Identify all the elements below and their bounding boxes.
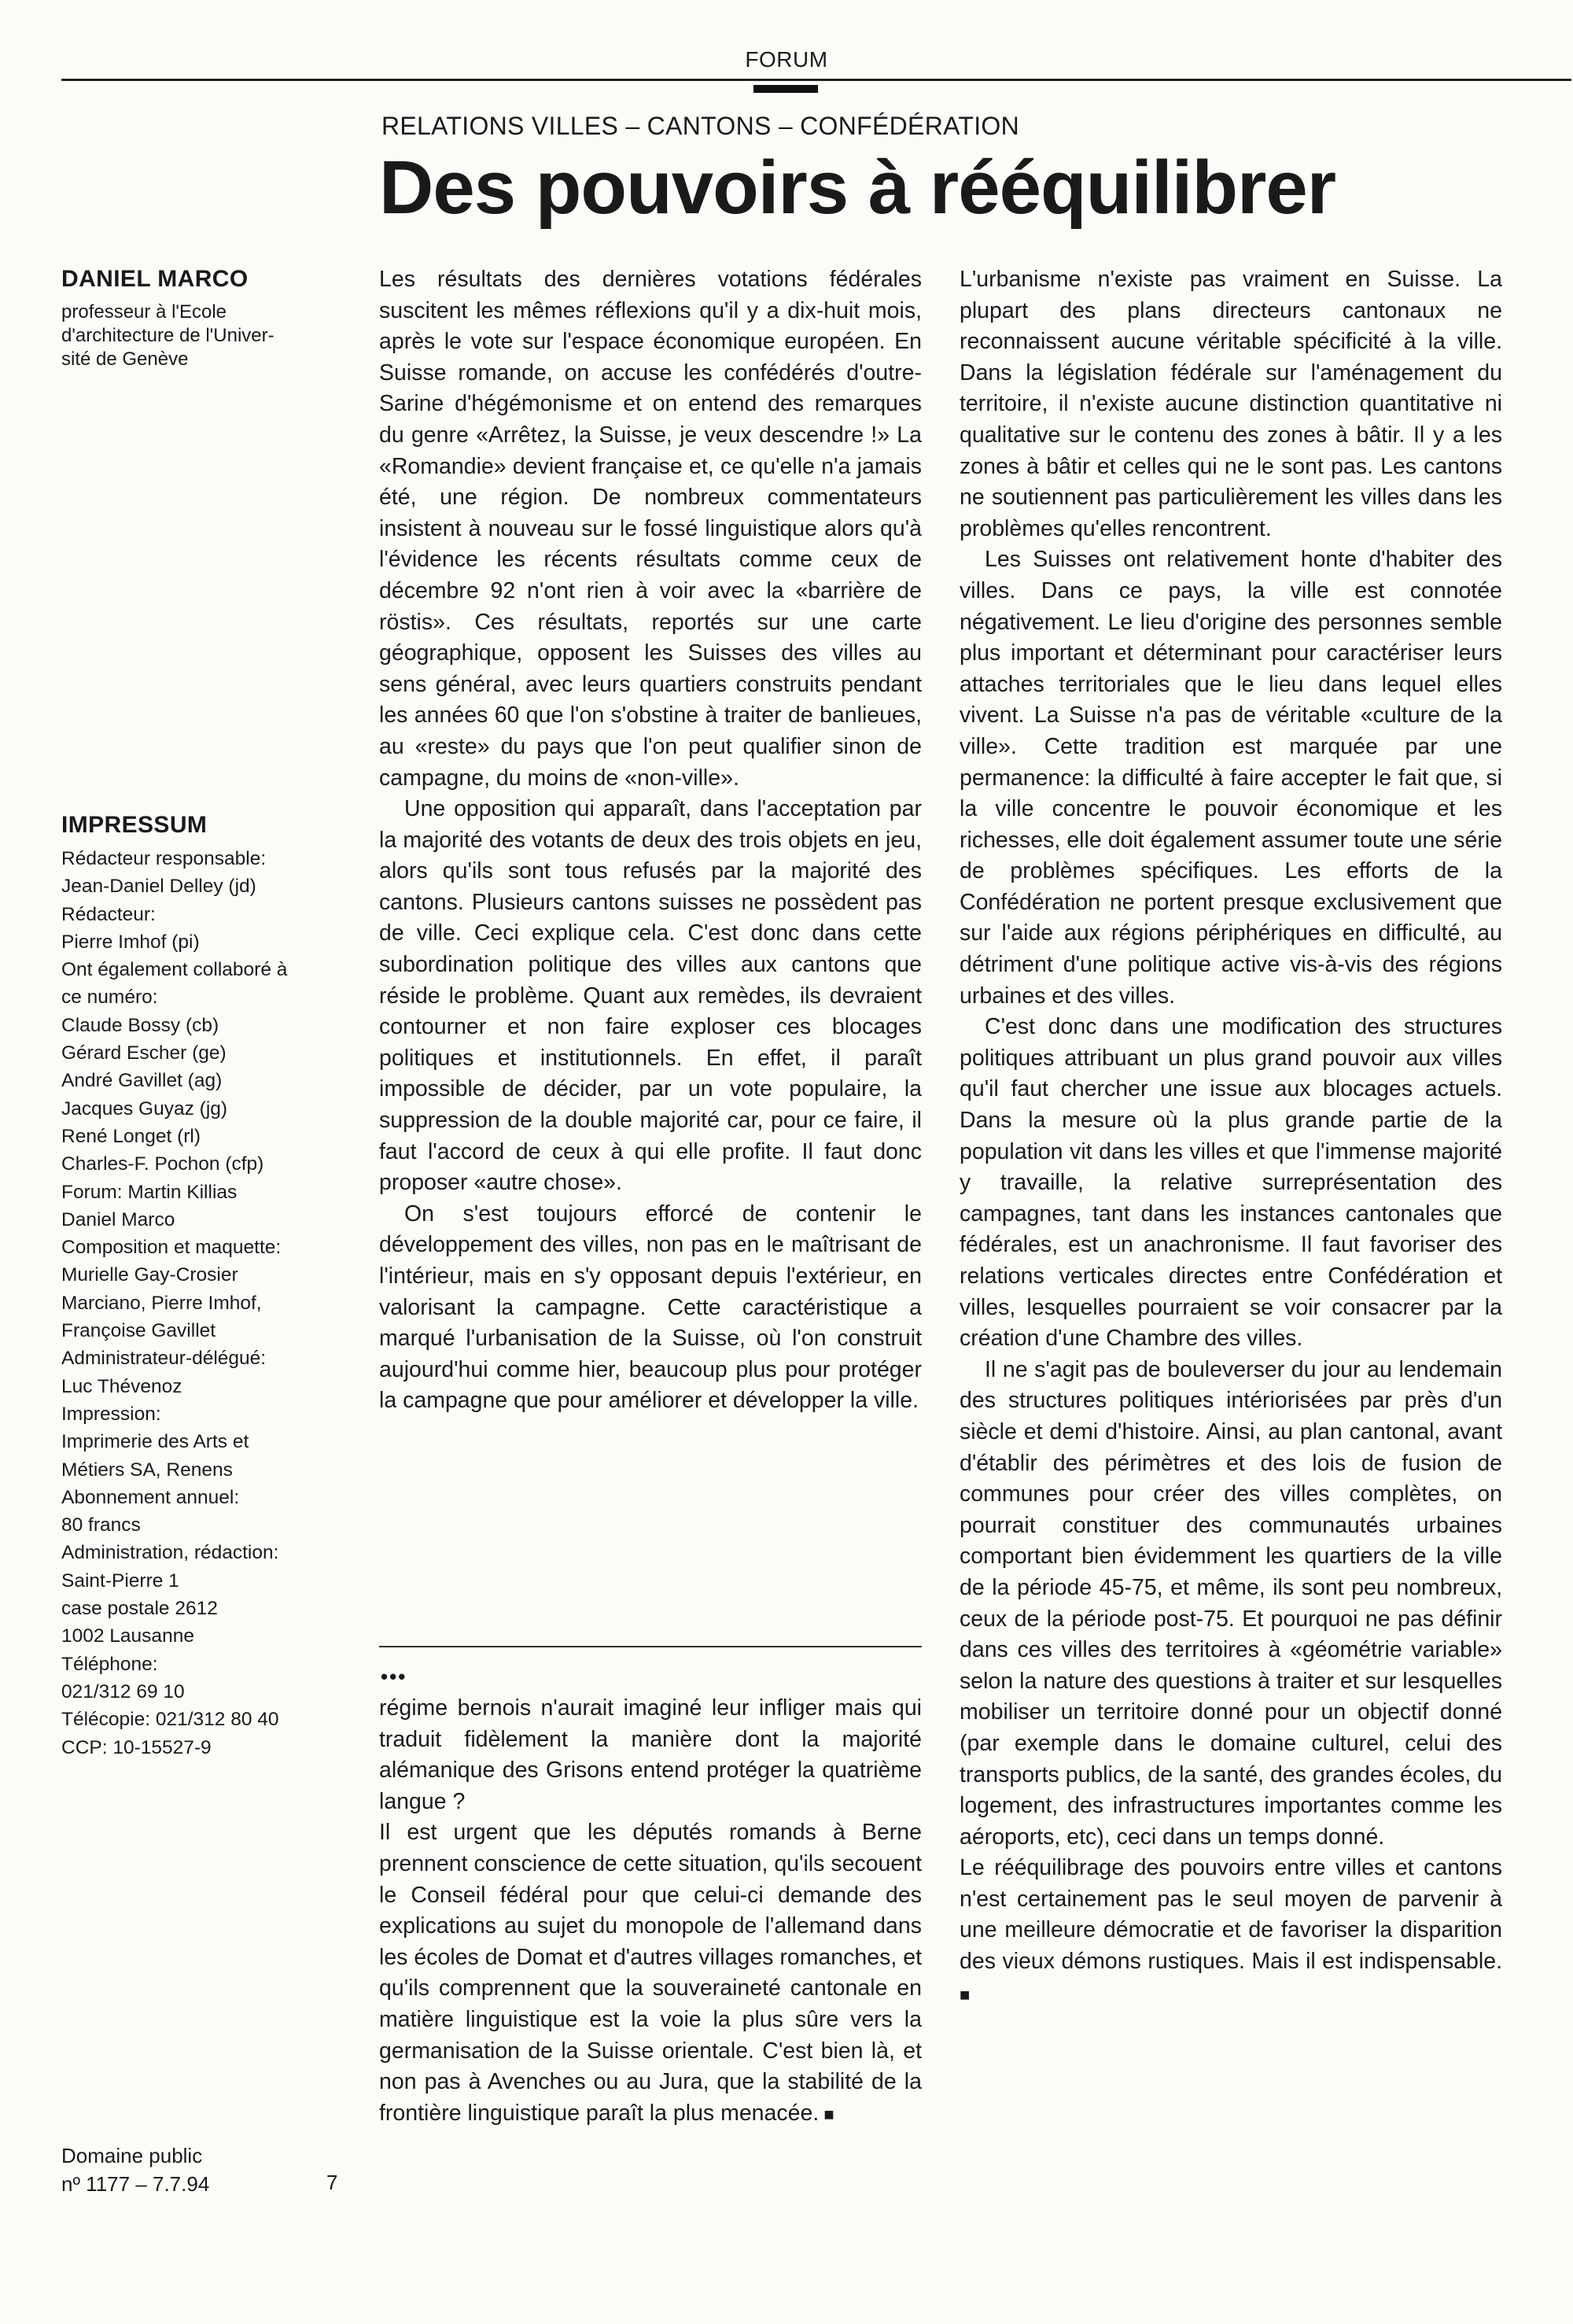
impressum-line: Luc Thévenoz: [61, 1375, 182, 1397]
section-label: FORUM: [745, 47, 828, 72]
impressum-line: Administration, rédaction:: [61, 1542, 279, 1564]
page-number: 7: [326, 2171, 338, 2194]
impressum-line: ce numéro:: [61, 987, 158, 1009]
section-marker: [753, 85, 818, 93]
impressum-line: Marciano, Pierre Imhof,: [61, 1292, 262, 1314]
publication-name: Domaine public: [61, 2144, 203, 2167]
impressum-line: André Gavillet (ag): [61, 1070, 223, 1092]
impressum-line: 021/312 69 10: [61, 1680, 185, 1702]
impressum-line: Impression:: [61, 1403, 161, 1425]
impressum-line: Composition et maquette:: [61, 1237, 282, 1259]
separator-rule: [379, 1646, 922, 1647]
article-column-2: [960, 264, 1502, 2010]
impressum-title: IMPRESSUM: [61, 812, 208, 838]
impressum-line: 1002 Lausanne: [61, 1625, 194, 1647]
article-paragraph: Une opposition qui apparaît, dans l'acceptation par la majorité des votants de deux des trois objets en jeu, alors qu'ils sont tous refusés par la majorité des cantons. Plusieurs cantons suisses ne possèdent pas de ville. Ceci explique cela. C'est donc dans cette subordination politique des villes aux cantons que réside le problème. Quant aux remèdes, ils devraient contourner et non faire exploser ces blocages politiques et institutionnels. En effet, il paraît impossible de décider, par un vote populaire, la suppression de la double majorité car, pour ce faire, il faut l'accord de ceux à qui elle profite. Il faut donc proposer «autre chose».: [379, 796, 922, 1196]
issue-number: nº 1177 – 7.7.94: [61, 2172, 210, 2196]
publication-footer: [61, 2141, 348, 2198]
article-paragraph: Il est urgent que les députés romands à Berne prennent conscience de cette situation, qu'ils secouent le Conseil fédéral pour que celui-ci demande des explications au sujet du monopole de l'allemand dans les écoles de Domat et d'autres villages romanches, et qu'ils comprennent que la souveraineté cantonale en matière linguistique est la voie la plus sûre vers la germanisation de la Suisse orientale. C'est bien là, et non pas à Avenches ou au Jura, que la stabilité de la frontière linguistique paraît la plus menacée.: [379, 1820, 922, 2126]
author-role-line: d'architecture de l'Univer-: [61, 325, 274, 346]
impressum-line: Forum: Martin Killias: [61, 1181, 238, 1203]
separator-dots: •••: [381, 1665, 407, 1688]
header-rule: [61, 79, 1571, 81]
impressum-line: Charles-F. Pochon (cfp): [61, 1153, 264, 1175]
article-kicker: RELATIONS VILLES – CANTONS – CONFÉDÉRATION: [381, 112, 1020, 140]
impressum-line: Métiers SA, Renens: [61, 1459, 233, 1481]
impressum-line: Pierre Imhof (pi): [61, 931, 200, 953]
impressum-line: case postale 2612: [61, 1598, 218, 1620]
article-paragraph: Les Suisses ont relativement honte d'habiter des villes. Dans ce pays, la ville est connotée négativement. Le lieu d'origine des personnes semble plus important et déterminant pour caractériser leurs attaches territoriales que le lieu dans lequel elles vivent. La Suisse n'a pas de véritable «culture de la ville». Cette tradition est marquée par une permanence: la difficulté à faire accepter le fait que, si la ville concentre le pouvoir économique et les richesses, elle doit également assumer toute une série de problèmes spécifiques. Les efforts de la Confédération ne portent presque exclusivement que sur l'aide aux régions périphériques en difficulté, au détriment d'une politique active vis-à-vis des régions urbaines et des villes.: [960, 547, 1502, 1009]
impressum-line: Télécopie: 021/312 80 40: [61, 1709, 279, 1731]
impressum-line: Jacques Guyaz (jg): [61, 1097, 228, 1120]
author-role-line: professeur à l'Ecole: [61, 301, 227, 323]
author-block: [61, 266, 348, 371]
impressum-line: Téléphone:: [61, 1653, 158, 1675]
impressum-line: Administrateur-délégué:: [61, 1348, 267, 1370]
article-paragraph: Le rééquilibrage des pouvoirs entre villes et cantons n'est certainement pas le seul moyen de parvenir à une meilleure démocratie et de favoriser la disparition des vieux démons rustiques. Mais il est indispensable.: [960, 1855, 1502, 1975]
impressum-line: Murielle Gay-Crosier: [61, 1264, 238, 1286]
author-role: [61, 301, 348, 371]
impressum-line: Jean-Daniel Delley (jd): [61, 876, 256, 898]
article-paragraph: L'urbanisme n'existe pas vraiment en Suisse. La plupart des plans directeurs cantonaux ne reconnaissent aucune véritable spécificité à la ville. Dans la législation fédérale sur l'aménagement du territoire, il n'existe aucune distinction quantitative ni qualitative sur le contenu des zones à bâtir. Il y a les zones à bâtir et celles qui ne le sont pas. Les cantons ne soutiennent pas particulièrement les villes dans les problèmes qu'elles rencontrent.: [960, 267, 1502, 541]
impressum-line: Saint-Pierre 1: [61, 1570, 179, 1592]
end-mark: ■: [819, 2104, 834, 2124]
article-paragraph: Les résultats des dernières votations fédérales suscitent les mêmes réflexions qu'il y a dix-huit mois, après le vote sur l'espace économique européen. En Suisse romande, on accuse les confédérés d'outre-Sarine d'hégémonisme et on entend des remarques du genre «Arrêtez, la Suisse, je veux descendre !» La «Romandie» devient française et, ce qu'elle n'a jamais été, une région. De nombreux commentateurs insistent à nouveau sur le fossé linguistique alors qu'à l'évidence les récents résultats comme ceux de décembre 92 n'ont rien à voir avec la «barrière de röstis». Ces résultats, reportés sur une carte géographique, opposent les Suisses des villes au sens général, avec leurs quartiers construits pendant les années 60 que l'on s'obstine à traiter de banlieues, au «reste» du pays que l'on peut qualifier sinon de campagne, du moins de «non-ville».: [379, 267, 922, 791]
impressum-line: Gérard Escher (ge): [61, 1042, 227, 1064]
article-title: Des pouvoirs à rééquilibrer: [379, 146, 1336, 230]
impressum-line: Daniel Marco: [61, 1208, 175, 1230]
article-paragraph: régime bernois n'aurait imaginé leur infliger mais qui traduit fidèlement la manière dont la majorité alémanique des Grisons entend protéger la quatrième langue ?: [379, 1695, 922, 1814]
impressum: [61, 812, 348, 1761]
impressum-line: Rédacteur responsable:: [61, 848, 267, 869]
article-paragraph: C'est donc dans une modification des structures politiques attribuant un plus grand pouvoir aux villes qu'il faut chercher une issue aux blocages actuels. Dans la mesure où la plus grande partie de la population vit dans les villes et que l'immense majorité y travaille, la relative surreprésentation des campagnes, tant dans les instances cantonales que fédérales, est un anachronisme. Il faut favoriser des relations verticales directes entre Confédération et villes, lesquelles pourraient se voir consacrer par la création d'une Chambre des villes.: [960, 1014, 1502, 1352]
impressum-lines: [61, 845, 348, 1761]
impressum-line: Abonnement annuel:: [61, 1486, 240, 1508]
impressum-line: René Longet (rl): [61, 1125, 201, 1147]
impressum-line: Imprimerie des Arts et: [61, 1431, 249, 1453]
author-role-line: sité de Genève: [61, 349, 189, 370]
article-column-1-continued: [379, 1693, 922, 2130]
article-column-1: [379, 264, 922, 1417]
end-mark: ■: [960, 1984, 971, 2005]
impressum-line: Ont également collaboré à: [61, 959, 288, 981]
impressum-line: Claude Bossy (cb): [61, 1014, 219, 1036]
article-paragraph: On s'est toujours efforcé de contenir le développement des villes, non pas en le maîtrisant de l'intérieur, mais en s'y opposant depuis l'extérieur, en valorisant la campagne. Cette caractéristique a marqué l'urbanisation de la Suisse, où l'on construit aujourd'hui comme hier, beaucoup plus pour protéger la campagne que pour améliorer et développer la ville.: [379, 1201, 922, 1414]
article-paragraph: Il ne s'agit pas de bouleverser du jour au lendemain des structures politiques intériorisées par près d'un siècle et demi d'histoire. Ainsi, au plan cantonal, avant d'établir des périmètres et des lois de fusion de communes pour créer des villes complètes, on pourrait constituer des communautés urbaines comportant bien évidemment les quartiers de la ville de la période 45-75, et même, ils sont peu nombreux, ceux de la période post-75. Et pourquoi ne pas définir dans ces villes des territoires à «géométrie variable» selon la nature des questions à traiter et sur lesquelles mobiliser un territoire donné pour un objectif donné (par exemple dans le domaine culturel, celui des transports publics, de la santé, des grandes écoles, du logement, des infrastructures importantes comme les aéroports, etc), ceci dans un temps donné.: [960, 1356, 1502, 1850]
author-name: DANIEL MARCO: [61, 266, 249, 292]
impressum-line: Françoise Gavillet: [61, 1320, 216, 1342]
impressum-line: Rédacteur:: [61, 903, 156, 925]
impressum-line: CCP: 10-15527-9: [61, 1736, 212, 1758]
impressum-line: 80 francs: [61, 1514, 141, 1536]
